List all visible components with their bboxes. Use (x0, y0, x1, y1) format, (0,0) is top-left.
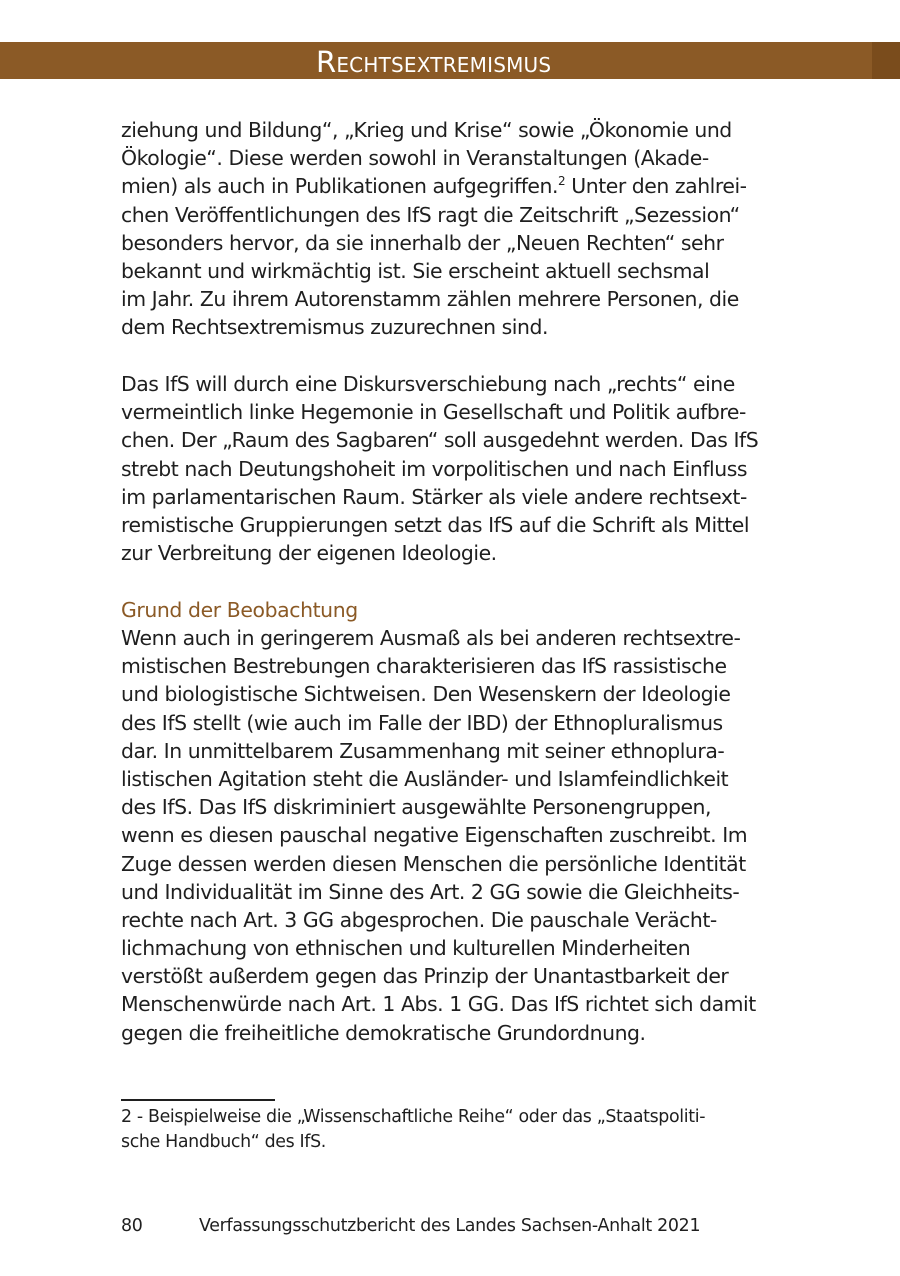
footnote-reference: 2 (558, 174, 566, 189)
text-line: bekannt und wirkmächtig ist. Sie erscheint aktuell sechsmal (121, 258, 710, 283)
text-segment: Unter den zahlrei- (565, 174, 747, 199)
text-line: chen. Der „Raum des Sagbaren“ soll ausgedehnt werden. Das IfS (121, 428, 759, 453)
text-line: Zuge dessen werden diesen Menschen die persönliche Identität (121, 851, 746, 876)
text-line: dem Rechtsextremismus zuzurechnen sind. (121, 315, 548, 340)
text-line: Menschenwürde nach Art. 1 Abs. 1 GG. Das IfS richtet sich damit (121, 992, 756, 1017)
text-line: besonders hervor, da sie innerhalb der „Neuen Rechten“ sehr (121, 230, 724, 255)
text-line: lichmachung von ethnischen und kulturellen Minderheiten (121, 936, 691, 961)
footnote-line: 2 - Beispielweise die „Wissenschaftliche Reihe“ oder das „Staatspoliti- (121, 1107, 706, 1127)
text-line: rechte nach Art. 3 GG abgesprochen. Die pauschale Verächt- (121, 907, 717, 932)
text-line: strebt nach Deutungshoheit im vorpolitischen und nach Einfluss (121, 456, 748, 481)
paragraph-grund-der-beobachtung (121, 624, 791, 1047)
text-line: vermeintlich linke Hegemonie in Gesellschaft und Politik aufbre- (121, 400, 746, 425)
text-line (121, 172, 791, 200)
text-line: ziehung und Bildung“, „Krieg und Krise“ sowie „Ökonomie und (121, 118, 732, 142)
text-line: gegen die freiheitliche demokratische Grundordnung. (121, 1020, 646, 1045)
text-line: Das IfS will durch eine Diskursverschiebung nach „rechts“ eine (121, 372, 735, 396)
text-line: chen Veröffentlichungen des IfS ragt die Zeitschrift „Sezession“ (121, 202, 740, 227)
text-line: remistische Gruppierungen setzt das IfS auf die Schrift als Mittel (121, 512, 750, 537)
paragraph-diskursverschiebung (121, 370, 791, 567)
chapter-title: Rechtsextremismus (316, 45, 552, 79)
publication-title: Verfassungsschutzbericht des Landes Sachsen-Anhalt 2021 (199, 1216, 701, 1236)
page-footer (121, 1214, 700, 1238)
footnote-separator (121, 1099, 275, 1101)
footnote (121, 1105, 781, 1155)
paragraph-continuation (121, 116, 791, 342)
text-line: verstößt außerdem gegen das Prinzip der Unantastbarkeit der (121, 964, 729, 989)
chapter-header-bar (0, 42, 900, 79)
text-line: Wenn auch in geringerem Ausmaß als bei anderen rechtsextre- (121, 626, 741, 650)
text-line: des IfS. Das IfS diskriminiert ausgewählte Personengruppen, (121, 795, 712, 820)
text-line: im parlamentarischen Raum. Stärker als viele andere rechtsext- (121, 484, 747, 509)
text-line: listischen Agitation steht die Ausländer- und Islamfeindlichkeit (121, 766, 729, 791)
page-number: 80 (121, 1216, 143, 1236)
text-line: Ökologie“. Diese werden sowohl in Veranstaltungen (Akade- (121, 146, 709, 171)
chapter-tab-marker (872, 42, 900, 79)
text-segment: mien) als auch in Publikationen aufgegriffen. (121, 174, 559, 199)
text-line: und Individualität im Sinne des Art. 2 GG sowie die Gleichheits- (121, 879, 740, 904)
section-heading: Grund der Beobachtung (121, 598, 358, 622)
text-line: zur Verbreitung der eigenen Ideologie. (121, 541, 497, 566)
text-line: des IfS stellt (wie auch im Falle der IBD) der Ethnopluralismus (121, 710, 723, 735)
text-line: im Jahr. Zu ihrem Autorenstamm zählen mehrere Personen, die (121, 287, 739, 312)
text-line: mistischen Bestrebungen charakterisieren das IfS rassistische (121, 654, 727, 679)
text-line: wenn es diesen pauschal negative Eigenschaften zuschreibt. Im (121, 823, 748, 848)
footnote-line: sche Handbuch“ des IfS. (121, 1132, 326, 1152)
text-line: dar. In unmittelbarem Zusammenhang mit seiner ethnoplura- (121, 738, 725, 763)
text-line: und biologistische Sichtweisen. Den Wesenskern der Ideologie (121, 682, 731, 707)
